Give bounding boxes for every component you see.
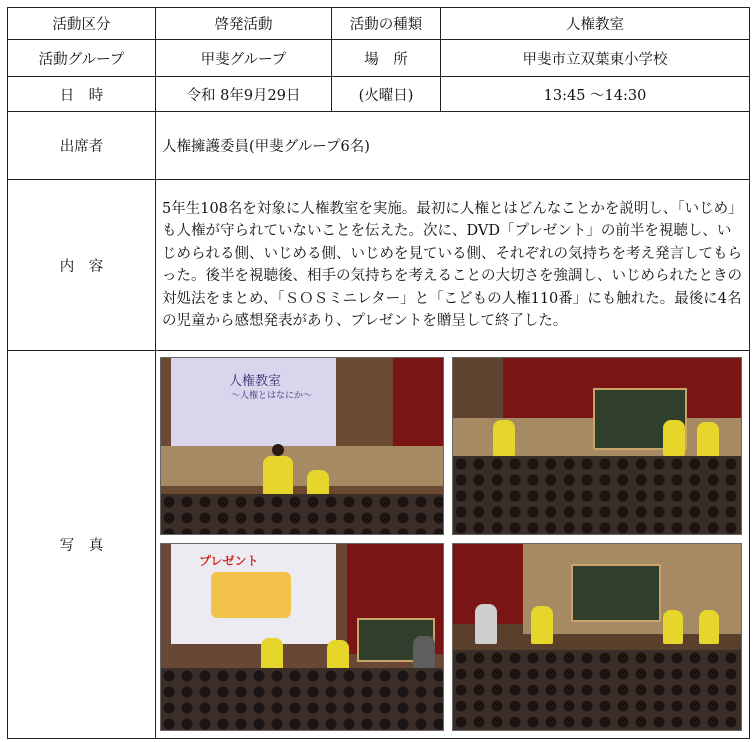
presenter-head: [272, 444, 284, 456]
student-speaker-figure: [475, 604, 497, 644]
audience: [161, 668, 443, 730]
type-label: 活動の種類: [332, 8, 441, 40]
presenter-figure: [493, 420, 515, 456]
place-value: 甲斐市立双葉東小学校: [441, 40, 750, 77]
slide-title: 人権教室: [229, 374, 282, 389]
attendees-label: 出席者: [8, 112, 156, 180]
photo-lecture-slide: [160, 357, 444, 535]
content-value: 5年生108名を対象に人権教室を実施。最初に人権とはどんなことかを説明し、「いじめ」も人権が守られていないことを伝えた。次に、DVD「プレゼント」の前半を視聴し、いじめられる側、いじめる側、いじめを見ている側、それぞれの気持ちを考え発言してもらった。後半を視聴後、相手の気持ちを考えることの大切さを強調し、いじめられたときの対処法をまとめ、「ＳＯＳミニレター」と「こどもの人権110番」にも触れた。最後に4名の児童から感想発表があり、プレゼントを贈呈して終了した。: [156, 180, 750, 351]
date-value: 令和 8年9月29日: [156, 77, 332, 112]
content-label: 内 容: [8, 180, 156, 351]
presenter-figure: [531, 606, 553, 644]
photo-student-speech: [452, 543, 742, 731]
presenter-figure: [697, 422, 719, 458]
photo-dvd-screening: [160, 543, 444, 731]
group-label: 活動グループ: [8, 40, 156, 77]
presenter-figure: [663, 610, 683, 644]
audience: [161, 494, 443, 534]
slide-illustration: [211, 572, 291, 618]
projector-screen: [171, 358, 336, 448]
slide-title: プレゼント: [199, 554, 259, 568]
photo-panel-session: [452, 357, 742, 535]
type-value: 人権教室: [441, 8, 750, 40]
place-label: 場 所: [332, 40, 441, 77]
photo-label: 写 真: [8, 351, 156, 739]
slide-subtitle: ～人権とはなにか～: [231, 391, 313, 401]
activity-report-table: [7, 7, 750, 739]
audience: [453, 456, 741, 534]
presenter-figure: [663, 420, 685, 456]
stage-wall: [161, 446, 443, 486]
attendees-value: 人権擁護委員(甲斐グループ6名): [156, 112, 750, 180]
presenter-figure: [699, 610, 719, 644]
group-value: 甲斐グループ: [156, 40, 332, 77]
category-label: 活動区分: [8, 8, 156, 40]
time-value: 13:45 ～14:30: [441, 77, 750, 112]
weekday-value: (火曜日): [332, 77, 441, 112]
date-label: 日 時: [8, 77, 156, 112]
projector-screen: [171, 544, 336, 644]
display-board: [571, 564, 661, 622]
photo-cell: [156, 351, 750, 739]
photo-grid: [156, 351, 749, 738]
audience: [453, 650, 741, 730]
category-value: 啓発活動: [156, 8, 332, 40]
